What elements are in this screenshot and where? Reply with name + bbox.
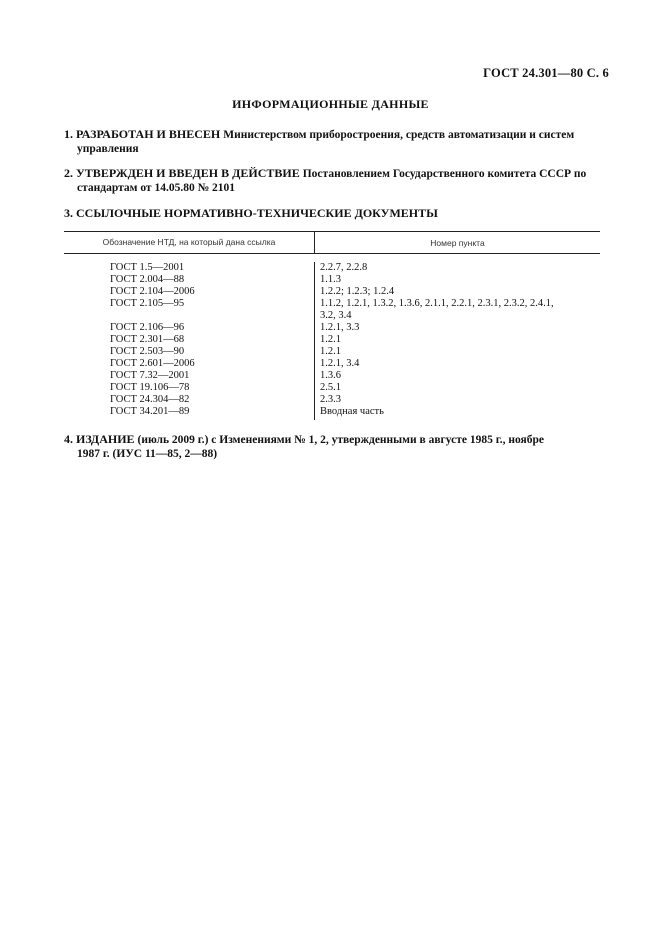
info-item-4 — [64, 432, 600, 461]
item-lead: РАЗРАБОТАН И ВНЕСЕН — [76, 127, 221, 141]
section-title: ИНФОРМАЦИОННЫЕ ДАННЫЕ — [232, 97, 429, 111]
info-item-3 — [64, 206, 600, 220]
item-text-continuation: 1987 г. (ИУС 11—85, 2—88) — [77, 448, 218, 460]
info-item-2 — [64, 166, 600, 195]
item-text-continuation: стандартам от 14.05.80 № 2101 — [77, 182, 236, 194]
table-cell-clause: 2.3.3 — [320, 394, 341, 405]
item-text: Министерством приборостроения, средств автоматизации и систем — [223, 129, 575, 141]
column-header-document: Обозначение НТД, на который дана ссылка — [64, 232, 315, 253]
reference-table — [64, 231, 600, 420]
item-number: 3. — [64, 206, 73, 220]
table-cell-clause: 2.2.7, 2.2.8 — [320, 262, 368, 273]
clause-column — [315, 262, 600, 420]
item-text-continuation: управления — [77, 143, 139, 155]
table-cell-clause: Вводная часть — [320, 406, 384, 417]
table-cell-clause: 1.1.3 — [320, 274, 341, 285]
item-text: (июль 2009 г.) с Изменениями № 1, 2, утвержденными в августе 1985 г., ноябре — [137, 434, 544, 446]
item-lead: УТВЕРЖДЕН И ВВЕДЕН В ДЕЙСТВИЕ — [76, 166, 300, 180]
table-cell-clause: 1.2.1, 3.3 — [320, 322, 360, 333]
table-cell-document: ГОСТ 2.004—88 — [110, 274, 185, 285]
table-cell-document: ГОСТ 34.201—89 — [110, 406, 190, 417]
table-cell-document: ГОСТ 19.106—78 — [110, 382, 190, 393]
item-lead: ССЫЛОЧНЫЕ НОРМАТИВНО-ТЕХНИЧЕСКИЕ ДОКУМЕНТЫ — [76, 206, 438, 220]
table-cell-document: ГОСТ 2.105—95 — [110, 298, 185, 309]
item-number: 4. — [64, 432, 73, 446]
item-number: 2. — [64, 166, 73, 180]
column-header-clause: Номер пункта — [430, 237, 485, 248]
table-body — [64, 254, 600, 420]
table-cell-clause: 1.3.6 — [320, 370, 341, 381]
table-cell-document: ГОСТ 7.32—2001 — [110, 370, 190, 381]
table-header — [64, 232, 600, 253]
clause-line-continuation: 3.2, 3.4 — [320, 310, 352, 321]
table-cell-clause: 1.2.2; 1.2.3; 1.2.4 — [320, 286, 395, 297]
table-cell-document: ГОСТ 2.601—2006 — [110, 358, 195, 369]
table-cell-clause: 1.2.1 — [320, 346, 341, 357]
clause-line: 1.1.2, 1.2.1, 1.3.2, 1.3.6, 2.1.1, 2.2.1, 2.3.1, 2.3.2, 2.4.1, — [320, 298, 554, 309]
item-number: 1. — [64, 127, 73, 141]
table-cell-document: ГОСТ 2.301—68 — [110, 334, 185, 345]
table-cell-clause: 2.5.1 — [320, 382, 341, 393]
page-header-reference: ГОСТ 24.301—80 С. 6 — [483, 66, 609, 80]
item-text: Постановлением Государственного комитета СССР по — [302, 168, 587, 180]
item-lead: ИЗДАНИЕ — [76, 432, 135, 446]
table-cell-document: ГОСТ 2.106—96 — [110, 322, 185, 333]
table-cell-clause: 1.2.1 — [320, 334, 341, 345]
table-cell-document: ГОСТ 2.503—90 — [110, 346, 185, 357]
table-cell-clause — [320, 298, 600, 322]
info-item-1 — [64, 127, 600, 156]
document-column — [64, 262, 315, 420]
table-cell-document: ГОСТ 1.5—2001 — [110, 262, 185, 273]
table-cell-document: ГОСТ 2.104—2006 — [110, 286, 195, 297]
table-cell-document: ГОСТ 24.304—82 — [110, 394, 190, 405]
table-cell-clause: 1.2.1, 3.4 — [320, 358, 360, 369]
